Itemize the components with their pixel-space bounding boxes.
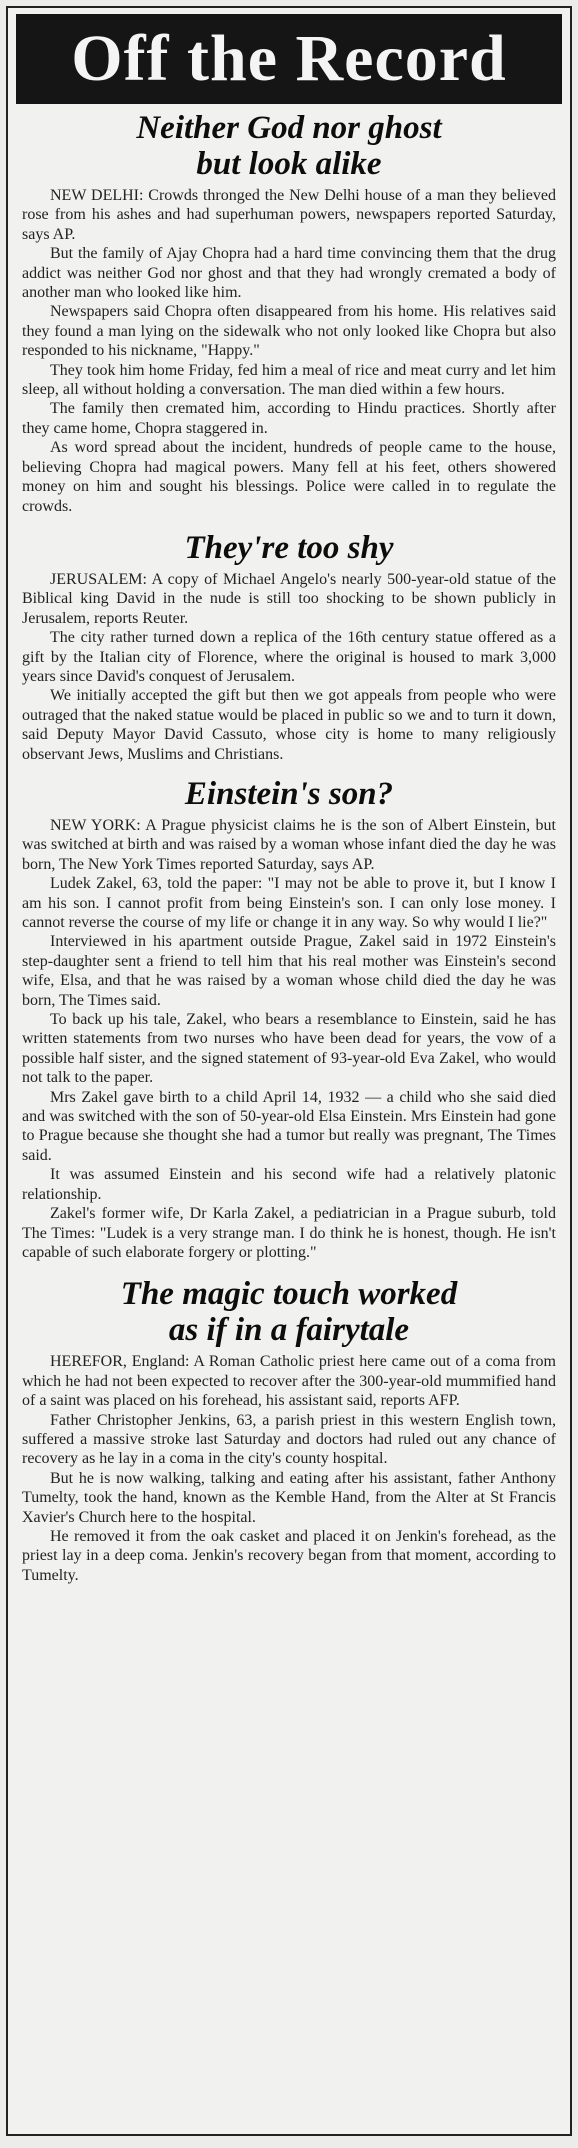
- paragraph: The family then cremated him, according to Hindu practices. Shortly after they came home, Chopra staggered in.: [22, 400, 556, 437]
- story-headline: [22, 776, 556, 812]
- headline-line: Neither God nor ghost: [136, 110, 442, 146]
- headline-line: but look alike: [196, 146, 382, 182]
- story-neither-god-nor-ghost: [8, 110, 570, 516]
- paragraph: NEW YORK: A Prague physicist claims he is the son of Albert Einstein, but was switched at birth and was raised by a woman whose infant died the day he was born, The New York Times reported Saturday, says AP.: [22, 816, 556, 873]
- headline-line: as if in a fairytale: [168, 1312, 410, 1349]
- paragraph: Interviewed in his apartment outside Prague, Zakel said in 1972 Einstein's step-daughter sent a friend to tell him that his real mother was Einstein's second wife, Elsa, and that he was raised by a woman whose child died the day he was born, The Times said.: [22, 933, 556, 1009]
- story-body: [22, 570, 556, 764]
- headline-line: They're too shy: [184, 529, 394, 566]
- paragraph: Zakel's former wife, Dr Karla Zakel, a pediatrician in a Prague suburb, told The Times: "Ludek is a very strange man. I do think he is honest, though. He isn't capable of such elaborate forgery or plotting.": [22, 1205, 556, 1261]
- paragraph: As word spread about the incident, hundreds of people came to the house, believing Chopra had magical powers. Many fell at his feet, others showered money on him and sought his blessings. Police were called in to regulate the crowds.: [22, 439, 556, 515]
- paragraph: But the family of Ajay Chopra had a hard time convincing them that the drug addict was neither God nor ghost and that they had wrongly cremated a body of another man who looked like him.: [22, 245, 556, 302]
- headline-line: Einstein's son?: [184, 775, 394, 812]
- newspaper-column: [6, 6, 572, 2136]
- paragraph: Mrs Zakel gave birth to a child April 14, 1932 — a child who she said died and was switched with the son of 50-year-old Elsa Einstein. Mrs Einstein had gone to Prague because she thought she had a tumor but really was pregnant, The Times said.: [22, 1088, 556, 1164]
- paragraph: HEREFOR, England: A Roman Catholic priest here came out of a coma from which he had not been expected to recover after the 300-year-old mummified hand of a saint was placed on his forehead, his assistant said, reports AFP.: [22, 1353, 556, 1410]
- paragraph: It was assumed Einstein and his second wife had a relatively platonic relationship.: [22, 1166, 556, 1203]
- story-headline: [22, 110, 556, 182]
- paragraph: The city rather turned down a replica of the 16th century statue offered as a gift by the Italian city of Florence, where the original is housed to mark 3,000 years since David's conquest of Jerusalem.: [22, 629, 556, 685]
- paragraph: NEW DELHI: Crowds thronged the New Delhi house of a man they believed rose from his ashes and had superhuman powers, newspapers reported Saturday, says AP.: [22, 187, 556, 243]
- paragraph: He removed it from the oak casket and placed it on Jenkin's forehead, as the priest lay in a deep coma. Jenkin's recovery began from that moment, according to Tumelty.: [22, 1527, 556, 1584]
- paragraph: They took him home Friday, fed him a meal of rice and meat curry and let him sleep, all without holding a conversation. The man died within a few hours.: [22, 361, 556, 399]
- story-einsteins-son: [8, 776, 570, 1262]
- headline-line: The magic touch worked: [120, 1276, 458, 1313]
- story-body: [22, 186, 556, 516]
- story-body: [22, 1352, 556, 1585]
- paragraph: To back up his tale, Zakel, who bears a resemblance to Einstein, said he has written statements from two nurses who have been dead for years, the vow of a possible half sister, and the signed statement of 93-year-old Eva Zakel, who would not talk to the paper.: [22, 1011, 556, 1087]
- masthead-title: Off the Record: [71, 22, 507, 95]
- paragraph: Ludek Zakel, 63, told the paper: "I may not be able to prove it, but I know I am his son. I cannot profit from being Einstein's son. I can only lose money. I cannot reverse the course of my life or change it in any way. So why would I lie?": [22, 875, 556, 931]
- masthead-banner: [16, 14, 562, 104]
- paragraph: Father Christopher Jenkins, 63, a parish priest in this western English town, suffered a massive stroke last Saturday and doctors had ruled out any chance of recovery as he lay in a coma in the city's county hospital.: [22, 1411, 556, 1468]
- story-too-shy: [8, 530, 570, 764]
- story-headline: [22, 1276, 556, 1348]
- paragraph: JERUSALEM: A copy of Michael Angelo's nearly 500-year-old statue of the Biblical king David in the nude is still too shocking to be shown publicly in Jerusalem, reports Reuter.: [22, 570, 556, 627]
- paragraph: We initially accepted the gift but then we got appeals from people who were outraged that the naked statue would be placed in public so we and to turn it down, said Deputy Mayor David Cassuto, whose city is home to many religiously observant Jews, Muslims and Christians.: [22, 687, 556, 763]
- story-body: [22, 816, 556, 1262]
- paragraph: But he is now walking, talking and eating after his assistant, father Anthony Tumelty, took the hand, known as the Kemble Hand, from the Alter at St Francis Xavier's Church here to the hospital.: [22, 1469, 556, 1526]
- story-magic-touch: [8, 1276, 570, 1585]
- story-headline: [22, 530, 556, 566]
- paragraph: Newspapers said Chopra often disappeared from his home. His relatives said they found a man lying on the sidewalk who not only looked like Chopra but also responded to his nickname, "Happy.": [22, 303, 556, 360]
